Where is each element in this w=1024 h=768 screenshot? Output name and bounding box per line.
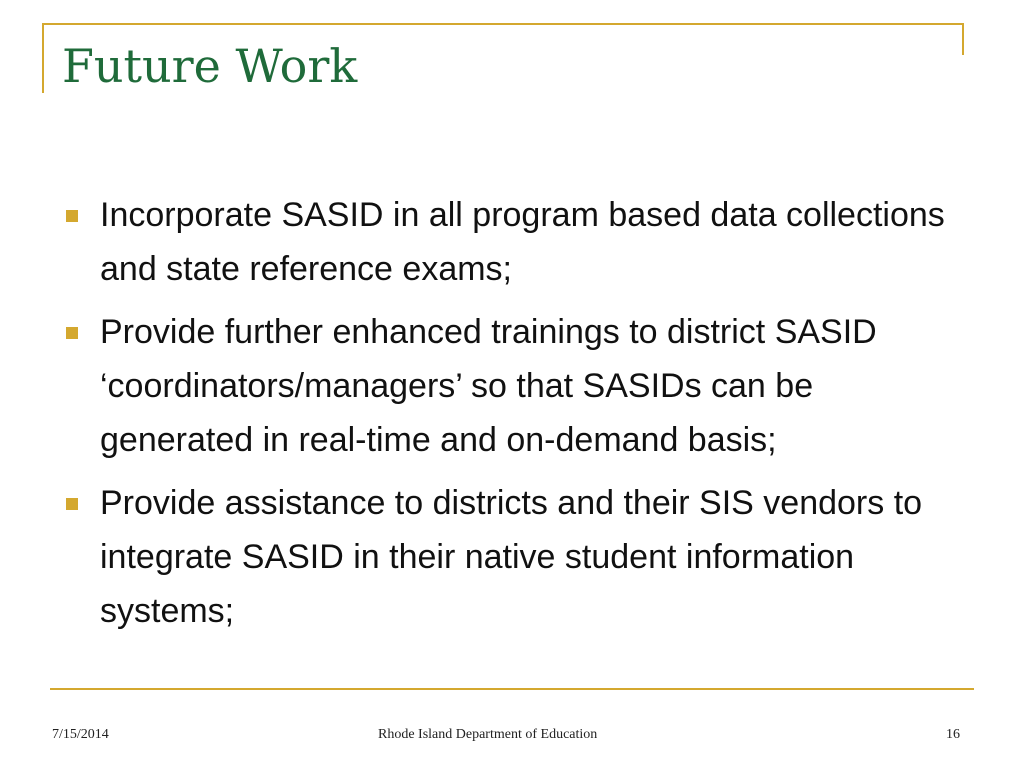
footer-date: 7/15/2014	[52, 727, 109, 742]
bullet-list	[60, 188, 960, 647]
bullet-item	[60, 476, 960, 638]
bullet-text: Provide further enhanced trainings to district SASID ‘coordinators/managers’ so that SASIDs can be generated in real-time and on-demand basis;	[100, 313, 877, 459]
bullet-item	[60, 188, 960, 296]
bullet-text: Provide assistance to districts and their SIS vendors to integrate SASID in their native student information systems;	[100, 484, 923, 630]
square-bullet-icon	[66, 327, 78, 339]
bullet-item	[60, 305, 960, 467]
footer-organization: Rhode Island Department of Education	[378, 727, 598, 742]
square-bullet-icon	[66, 210, 78, 222]
slide-title: Future Work	[62, 39, 358, 93]
bullet-text: Incorporate SASID in all program based data collections and state reference exams;	[100, 196, 945, 288]
frame-top-line	[42, 23, 964, 25]
square-bullet-icon	[66, 498, 78, 510]
footer-page-number: 16	[946, 727, 960, 742]
frame-left-line	[42, 23, 44, 93]
frame-right-line	[962, 23, 964, 55]
footer-divider-line	[50, 688, 974, 690]
